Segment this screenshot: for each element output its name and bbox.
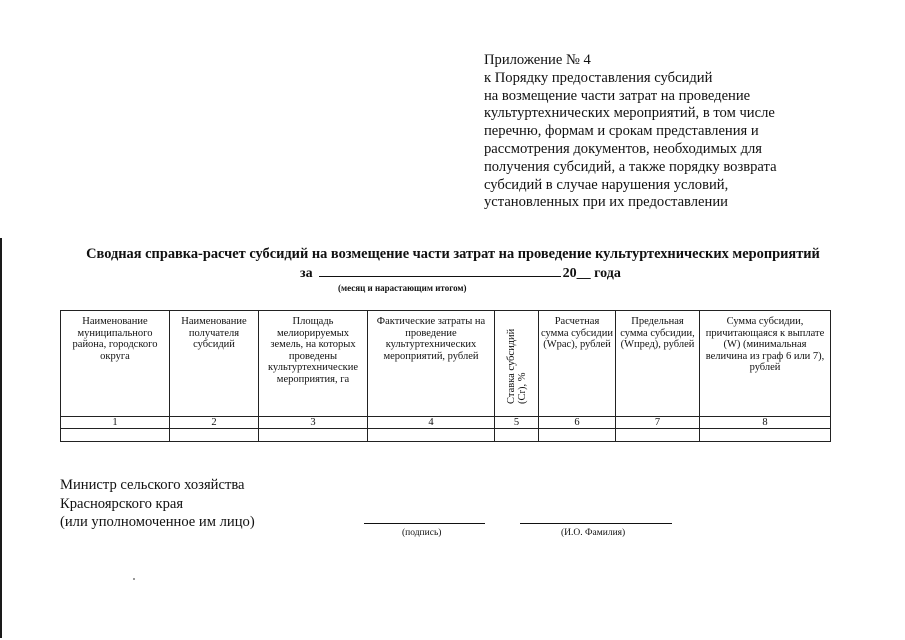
header-subsidy-rate: [495, 311, 539, 417]
table-cell[interactable]: [61, 429, 170, 442]
page-edge-line: [0, 238, 2, 638]
header-max-amount: Предельная сумма субсидии, (Wпред), рублей: [616, 311, 700, 417]
period-prefix: за: [300, 266, 313, 281]
header-calculated-amount: Расчетная сумма субсидии (Wрас), рублей: [539, 311, 616, 417]
scan-speck: [133, 578, 135, 580]
table-cell[interactable]: [170, 429, 259, 442]
signer-line: Министр сельского хозяйства: [60, 477, 245, 493]
period-blank-field[interactable]: [319, 264, 561, 277]
signer-line: (или уполномоченное им лицо): [60, 514, 255, 530]
appendix-line: получения субсидий, а также порядку возврата: [484, 158, 777, 175]
appendix-line: Приложение № 4: [484, 52, 591, 68]
column-number: 1: [61, 417, 170, 429]
signer-block: [60, 476, 255, 532]
appendix-reference: [484, 52, 814, 212]
header-recipient: Наименование получателя субсидий: [170, 311, 259, 417]
period-year: 20__ года: [562, 266, 621, 281]
table-cell[interactable]: [495, 429, 539, 442]
column-number: 3: [259, 417, 368, 429]
name-caption: (И.О. Фамилия): [561, 528, 626, 538]
column-number: 5: [495, 417, 539, 429]
table-cell[interactable]: [259, 429, 368, 442]
appendix-line: установленных при их предоставлении: [484, 194, 728, 211]
table-empty-row: [61, 429, 831, 442]
table-cell[interactable]: [616, 429, 700, 442]
table-number-row: [61, 417, 831, 429]
header-payable-amount: Сумма субсидии, причитающаяся к выплате (W) (минимальная величина из граф 6 или 7), рублей: [700, 311, 831, 417]
column-number: 6: [539, 417, 616, 429]
subsidy-calculation-table: [60, 310, 831, 442]
appendix-line: культуртехнических мероприятий, в том числе: [484, 105, 775, 122]
signer-line: Красноярского края: [60, 495, 184, 512]
name-line[interactable]: [520, 523, 672, 524]
header-land-area: Площадь мелиорируемых земель, на которых проведены культуртехнические мероприятия, га: [259, 311, 368, 417]
header-actual-costs: Фактические затраты на проведение культуртехнических мероприятий, рублей: [368, 311, 495, 417]
column-number: 2: [170, 417, 259, 429]
appendix-line: на возмещение части затрат на проведение: [484, 87, 751, 104]
table-cell[interactable]: [539, 429, 616, 442]
period-hint: (месяц и нарастающим итогом): [338, 283, 467, 293]
header-municipal-district: Наименование муниципального района, городского округа: [61, 311, 170, 417]
table-header-row: [61, 311, 831, 417]
appendix-line: рассмотрения документов, необходимых для: [484, 140, 762, 157]
form-title: Сводная справка-расчет субсидий на возмещение части затрат на проведение культуртехнических мероприятий: [86, 246, 820, 262]
column-number: 7: [616, 417, 700, 429]
appendix-line: к Порядку предоставления субсидий: [484, 69, 713, 86]
appendix-line: перечню, формам и срокам представления и: [484, 123, 759, 140]
table-cell[interactable]: [368, 429, 495, 442]
signature-caption: (подпись): [402, 528, 442, 538]
column-number: 4: [368, 417, 495, 429]
period-line: [300, 264, 621, 282]
appendix-line: субсидий в случае нарушения условий,: [484, 176, 729, 193]
table-cell[interactable]: [700, 429, 831, 442]
signature-line[interactable]: [364, 523, 485, 524]
column-number: 8: [700, 417, 831, 429]
subsidy-rate-vertical-text: Ставка субсидий (Cr), %: [505, 328, 528, 404]
